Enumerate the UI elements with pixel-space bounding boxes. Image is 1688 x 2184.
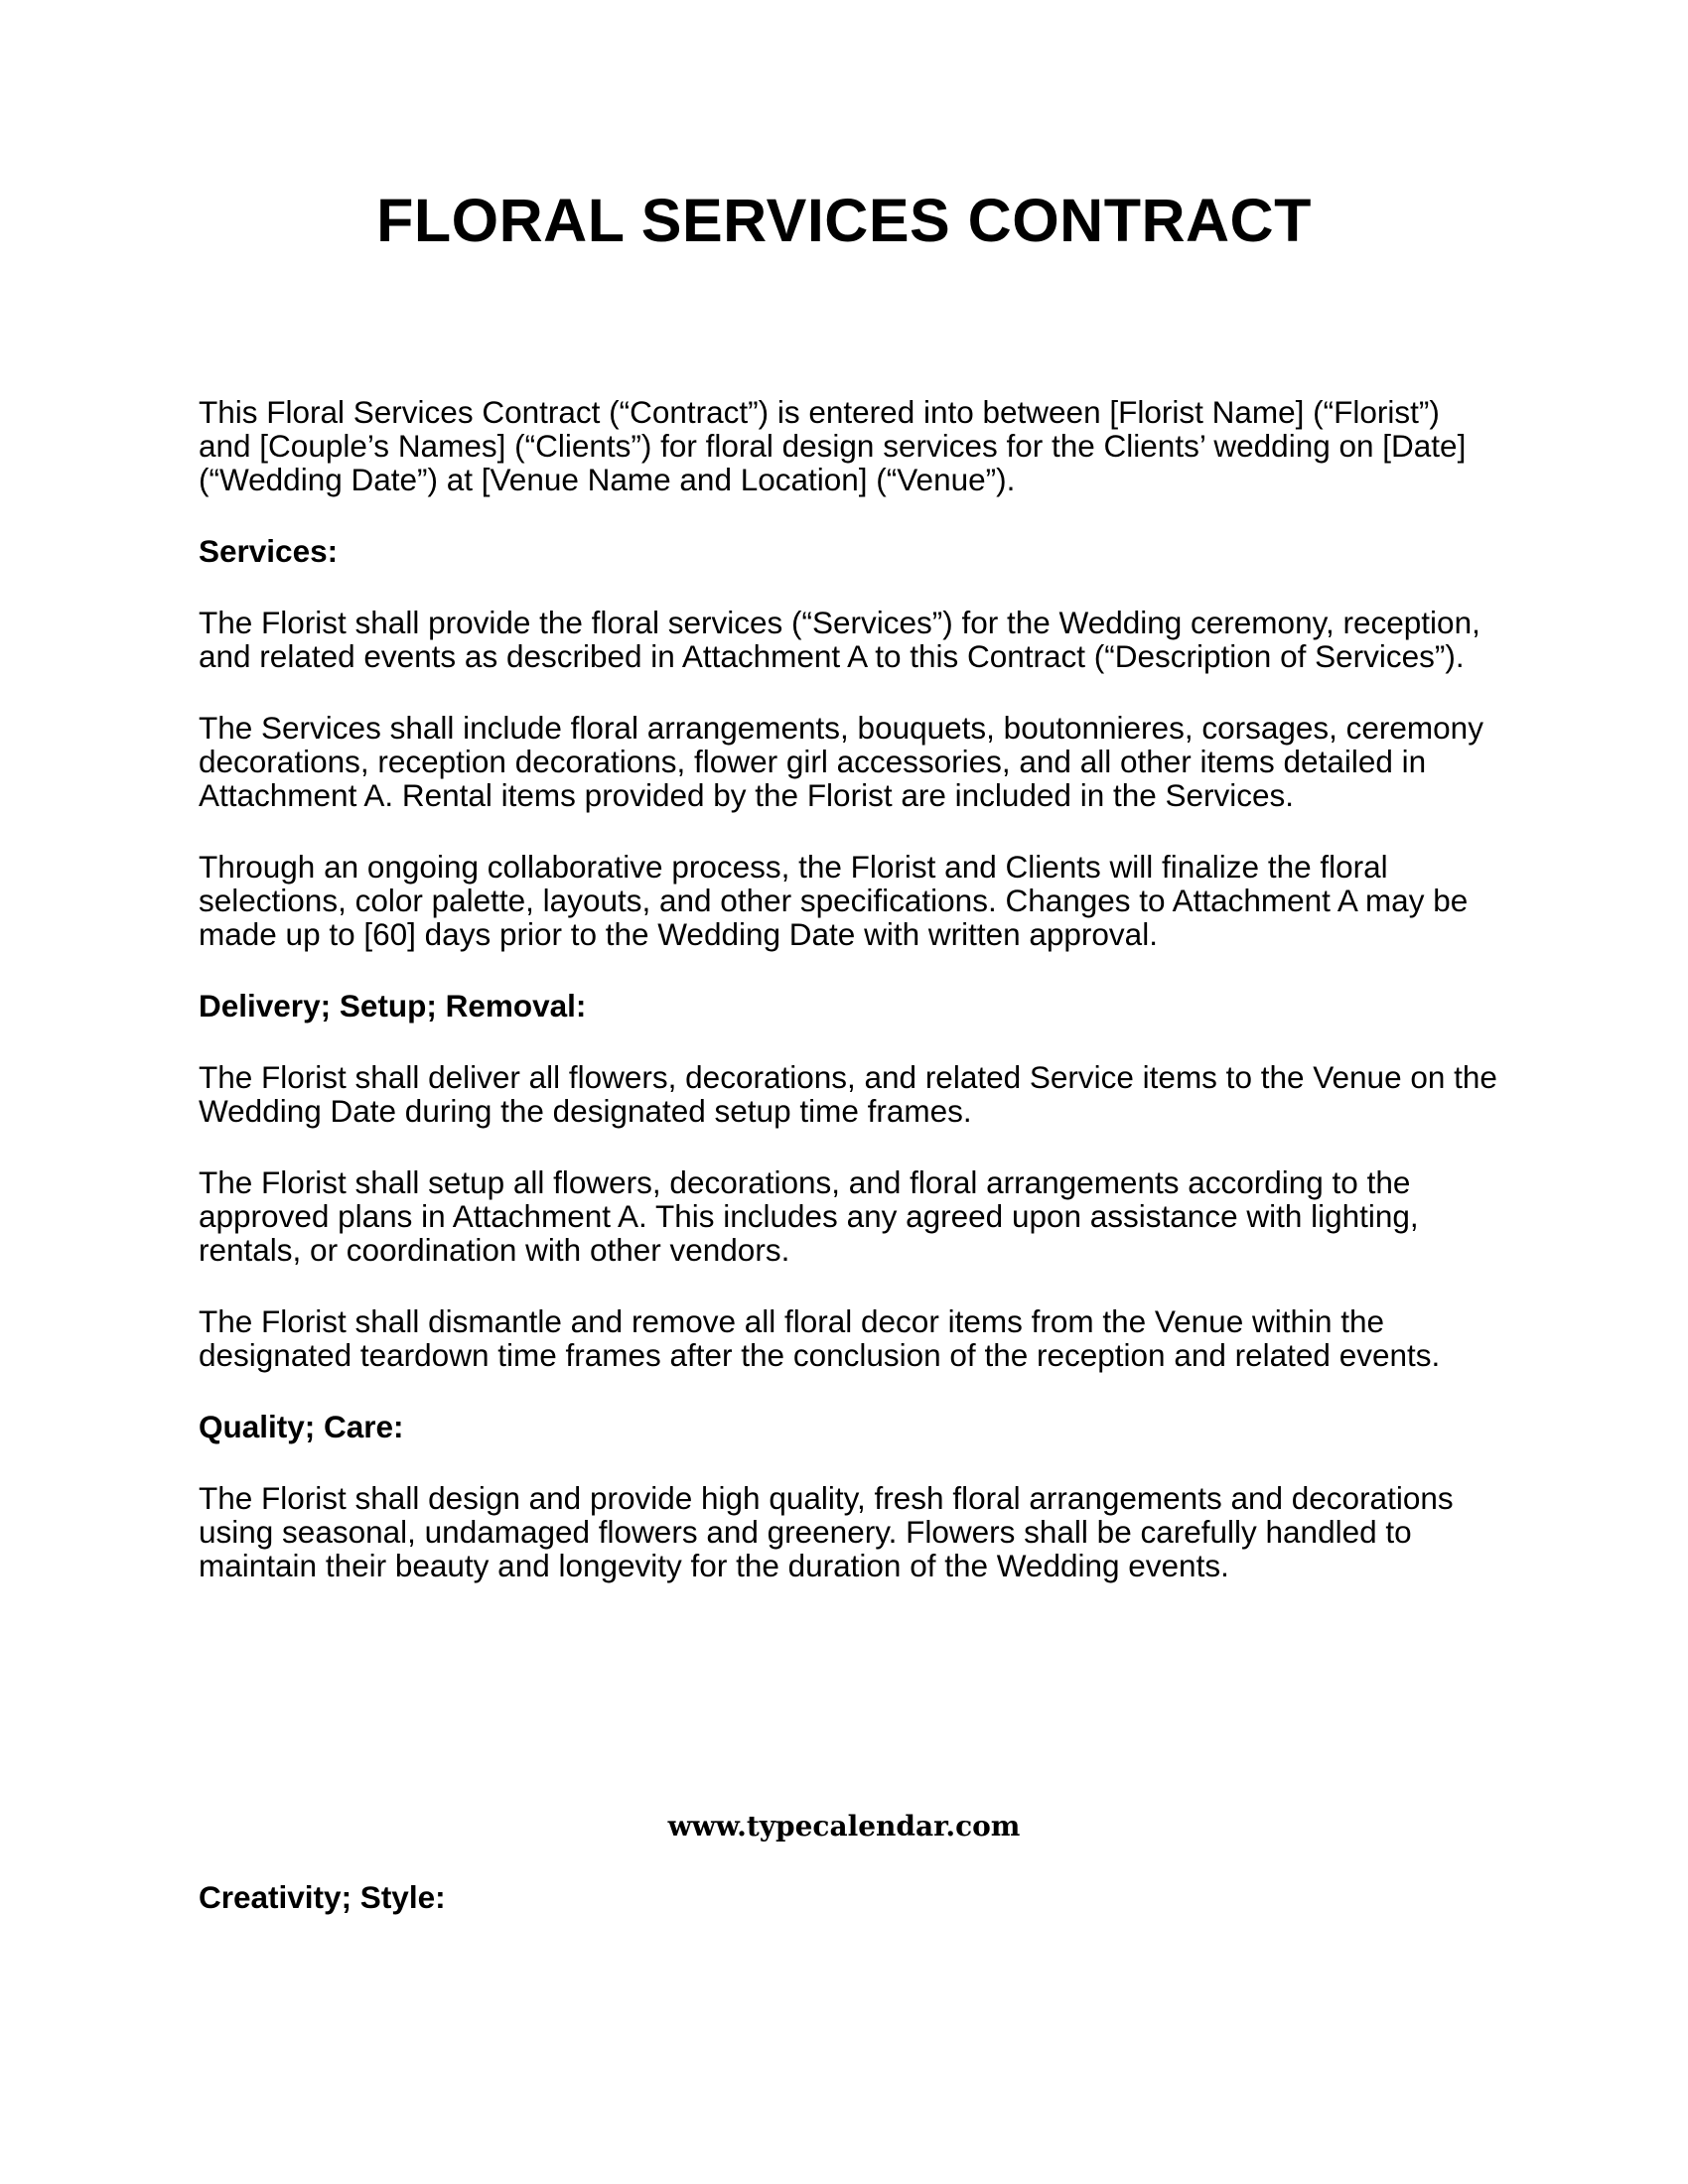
intro-paragraph: This Floral Services Contract (“Contract”) is entered into between [Florist Name] (“Florist”) and [Couple’s Names] (“Clients”) for floral design services for the Clients’ wedding on [Date] (“Wedding Date”) at [Venue Name and Location] (“Venue”). [199, 394, 1467, 497]
document-title: FLORAL SERVICES CONTRACT [376, 187, 1312, 254]
section-heading-quality: Quality; Care: [199, 1409, 404, 1444]
section-quality-care [199, 1410, 1499, 1582]
section-services [199, 534, 1499, 951]
delivery-paragraph-1: The Florist shall deliver all flowers, decorations, and related Service items to the Venue on the Wedding Date during the designated setup time frames. [199, 1059, 1497, 1129]
delivery-paragraph-2: The Florist shall setup all flowers, decorations, and floral arrangements according to the approved plans in Attachment A. This includes any agreed upon assistance with lighting, rentals, or coordination with other vendors. [199, 1164, 1419, 1268]
section-delivery-setup-removal [199, 989, 1499, 1372]
services-paragraph-2: The Services shall include floral arrangements, bouquets, boutonnieres, corsages, ceremony decorations, reception decorations, flower girl accessories, and all other items detailed in Attachment A. Rental items provided by the Florist are included in the Services. [199, 710, 1483, 813]
website-watermark: www.typecalendar.com [667, 1810, 1021, 1843]
document-body [199, 395, 1499, 1620]
delivery-paragraph-3: The Florist shall dismantle and remove all floral decor items from the Venue within the designated teardown time frames after the conclusion of the reception and related events. [199, 1303, 1441, 1373]
services-paragraph-3: Through an ongoing collaborative process, the Florist and Clients will finalize the floral selections, color palette, layouts, and other specifications. Changes to Attachment A may be made up to [60] days prior to the Wedding Date with written approval. [199, 849, 1469, 952]
services-paragraph-1: The Florist shall provide the floral services (“Services”) for the Wedding ceremony, reception, and related events as described in Attachment A to this Contract (“Description of Services”). [199, 605, 1480, 674]
section-heading-services: Services: [199, 533, 339, 569]
quality-paragraph-1: The Florist shall design and provide high quality, fresh floral arrangements and decorations using seasonal, undamaged flowers and greenery. Flowers shall be carefully handled to maintain their beauty and longevity for the duration of the Wedding events. [199, 1480, 1454, 1583]
section-heading-delivery: Delivery; Setup; Removal: [199, 988, 587, 1024]
section-heading-creativity: Creativity; Style: [199, 1879, 446, 1915]
